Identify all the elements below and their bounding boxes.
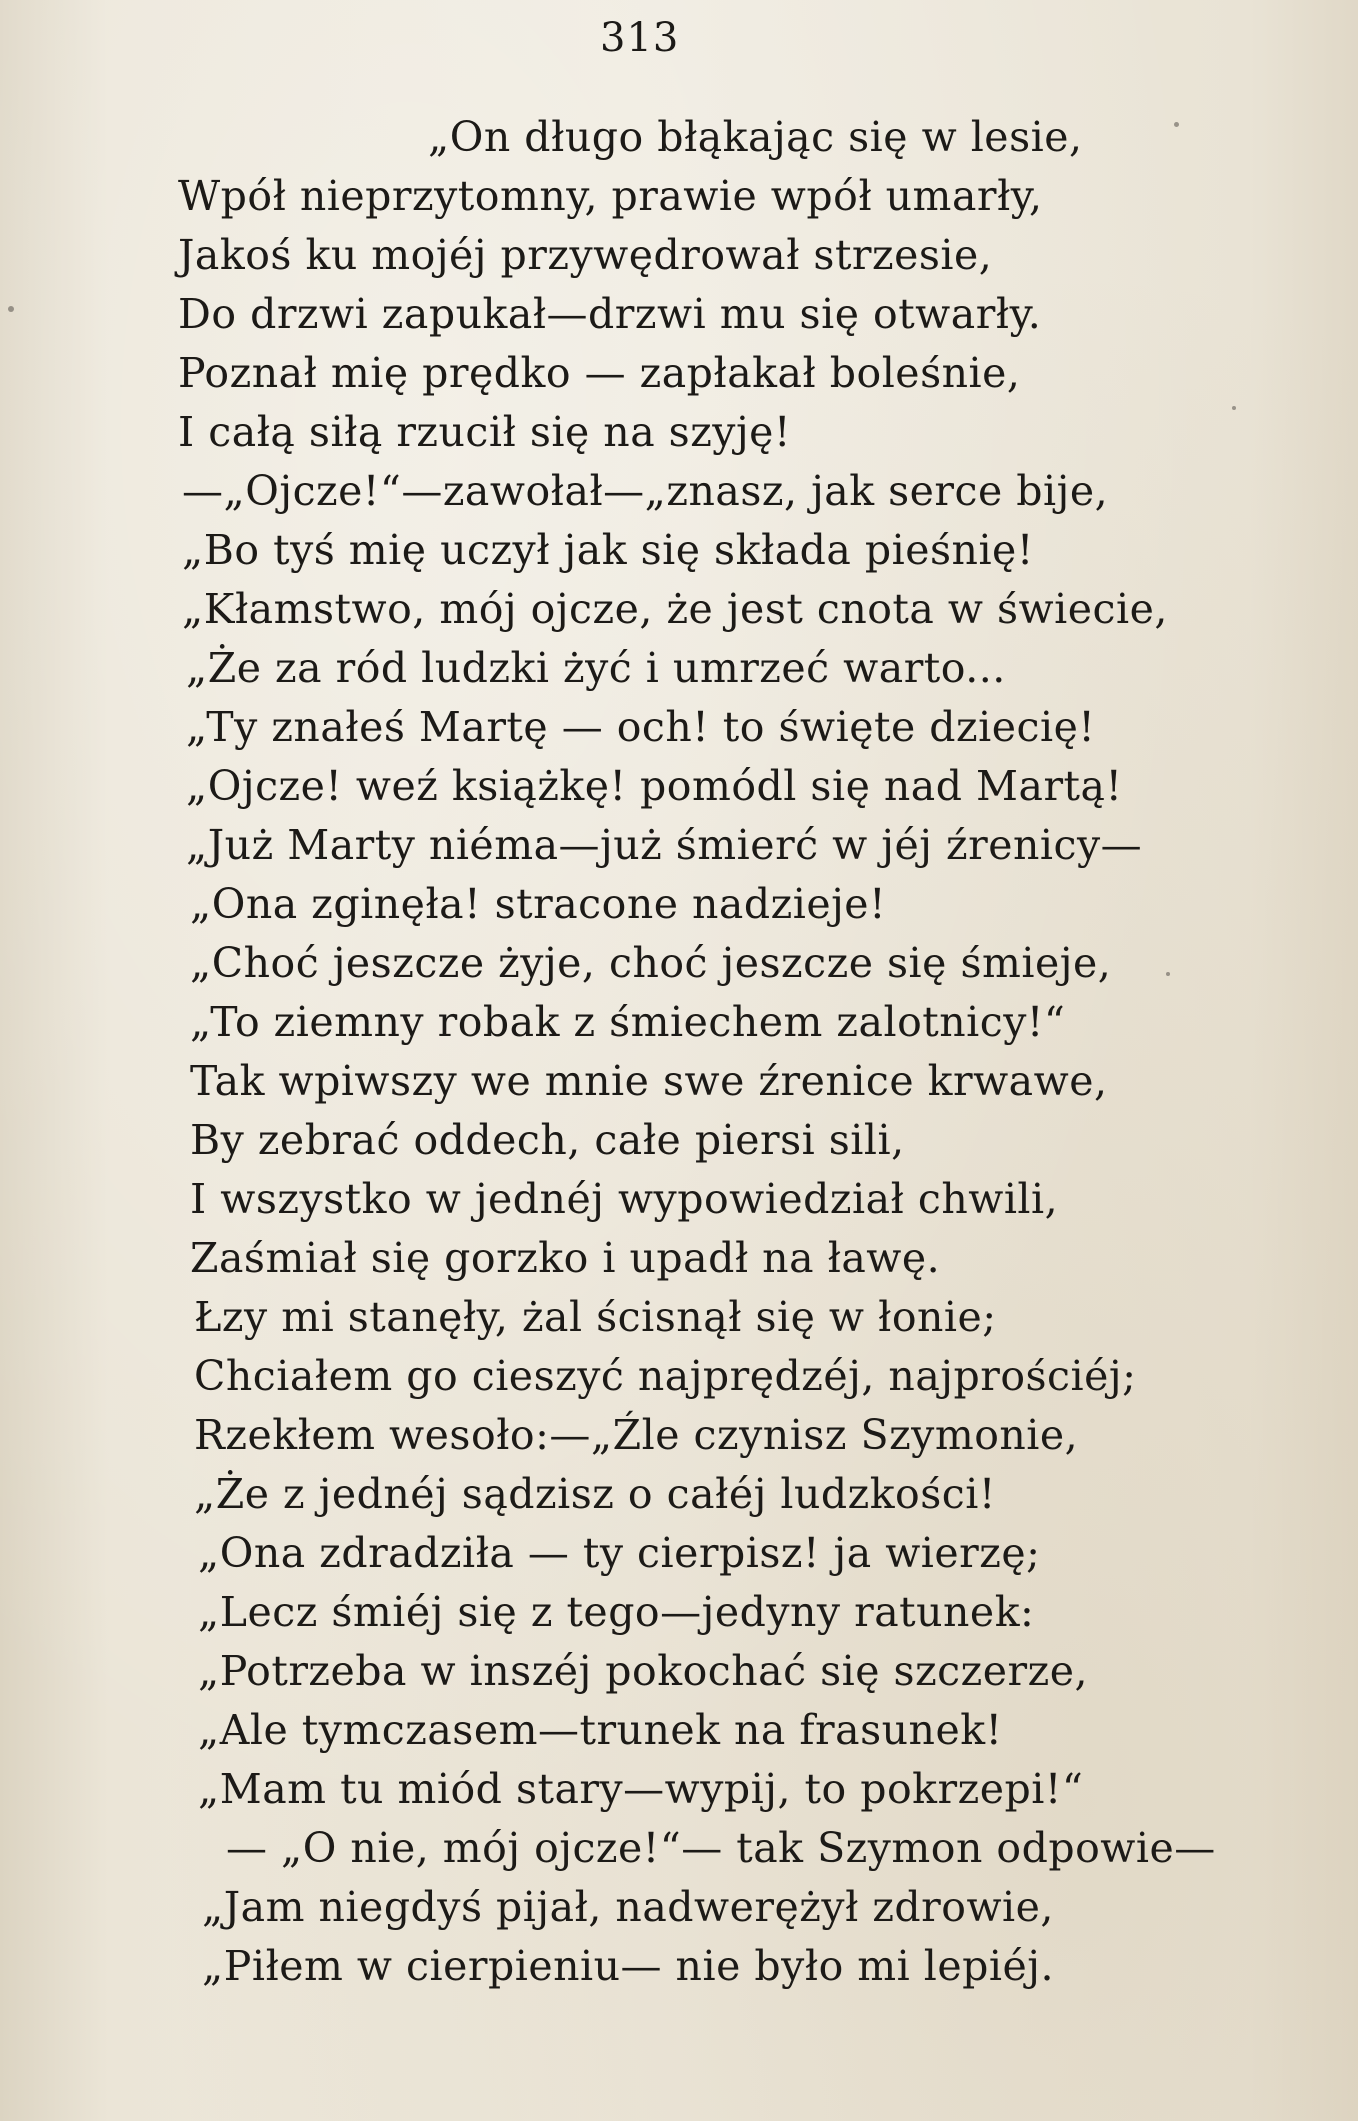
poem-line: „To ziemny robak z śmiechem zalotnicy!“ [190, 998, 1066, 1046]
poem-line: Wpół nieprzytomny, prawie wpół umarły, [178, 172, 1043, 220]
poem-line: Chciałem go cieszyć najprędzéj, najprościéj; [194, 1352, 1137, 1400]
poem-line: „Że za ród ludzki żyć i umrzeć warto... [186, 644, 1006, 692]
poem-line: Poznał mię prędko — zapłakał boleśnie, [178, 349, 1021, 397]
poem-line: „Bo tyś mię uczył jak się składa pieśnię! [182, 526, 1034, 574]
poem-line: „Ojcze! weź książkę! pomódl się nad Martą! [186, 762, 1123, 810]
page-number: 313 [600, 15, 680, 61]
poem-line: „Lecz śmiéj się z tego—jedyny ratunek: [198, 1588, 1035, 1636]
poem-line: „Mam tu miód stary—wypij, to pokrzepi!“ [198, 1765, 1084, 1813]
poem-line: „Choć jeszcze żyje, choć jeszcze się śmieje, [190, 939, 1112, 987]
poem-line: Łzy mi stanęły, żal ścisnął się w łonie; [194, 1293, 997, 1341]
paper-speck [1166, 972, 1170, 976]
paper-speck [1232, 406, 1236, 410]
poem-line: „Ty znałeś Martę — och! to święte dziecię! [186, 703, 1096, 751]
poem-line: „Ona zdradziła — ty cierpisz! ja wierzę; [198, 1529, 1041, 1577]
poem-line: I całą siłą rzucił się na szyję! [178, 408, 791, 456]
poem-line: „Piłem w cierpieniu— nie było mi lepiéj. [202, 1942, 1055, 1990]
paper-speck [8, 306, 14, 312]
poem-line: I wszystko w jednéj wypowiedział chwili, [190, 1175, 1059, 1223]
poem-line: —„Ojcze!“—zawołał—„znasz, jak serce bije, [182, 467, 1109, 515]
poem-line: „Kłamstwo, mój ojcze, że jest cnota w świecie, [182, 585, 1168, 633]
poem-line: Zaśmiał się gorzko i upadł na ławę. [190, 1234, 941, 1282]
poem-line: „Że z jednéj sądzisz o całéj ludzkości! [194, 1470, 996, 1518]
poem-line: „Ale tymczasem—trunek na frasunek! [198, 1706, 1003, 1754]
poem-line: „On długo błąkając się w lesie, [428, 113, 1083, 161]
poem-line: „Jam niegdyś pijał, nadwerężył zdrowie, [202, 1883, 1054, 1931]
poem-line: „Już Marty niéma—już śmierć w jéj źrenicy— [186, 821, 1143, 869]
poem-line: „Ona zginęła! stracone nadzieje! [190, 880, 887, 928]
poem-line: Tak wpiwszy we mnie swe źrenice krwawe, [190, 1057, 1108, 1105]
poem-line: — „O nie, mój ojcze!“— tak Szymon odpowie— [226, 1824, 1216, 1872]
paper-speck [1174, 122, 1179, 127]
poem-line: „Potrzeba w inszéj pokochać się szczerze, [198, 1647, 1088, 1695]
poem-line: Jakoś ku mojéj przywędrował strzesie, [178, 231, 993, 279]
poem-line: Rzekłem wesoło:—„Źle czynisz Szymonie, [194, 1411, 1079, 1459]
poem-line: Do drzwi zapukał—drzwi mu się otwarły. [178, 290, 1042, 338]
poem-line: By zebrać oddech, całe piersi sili, [190, 1116, 905, 1164]
